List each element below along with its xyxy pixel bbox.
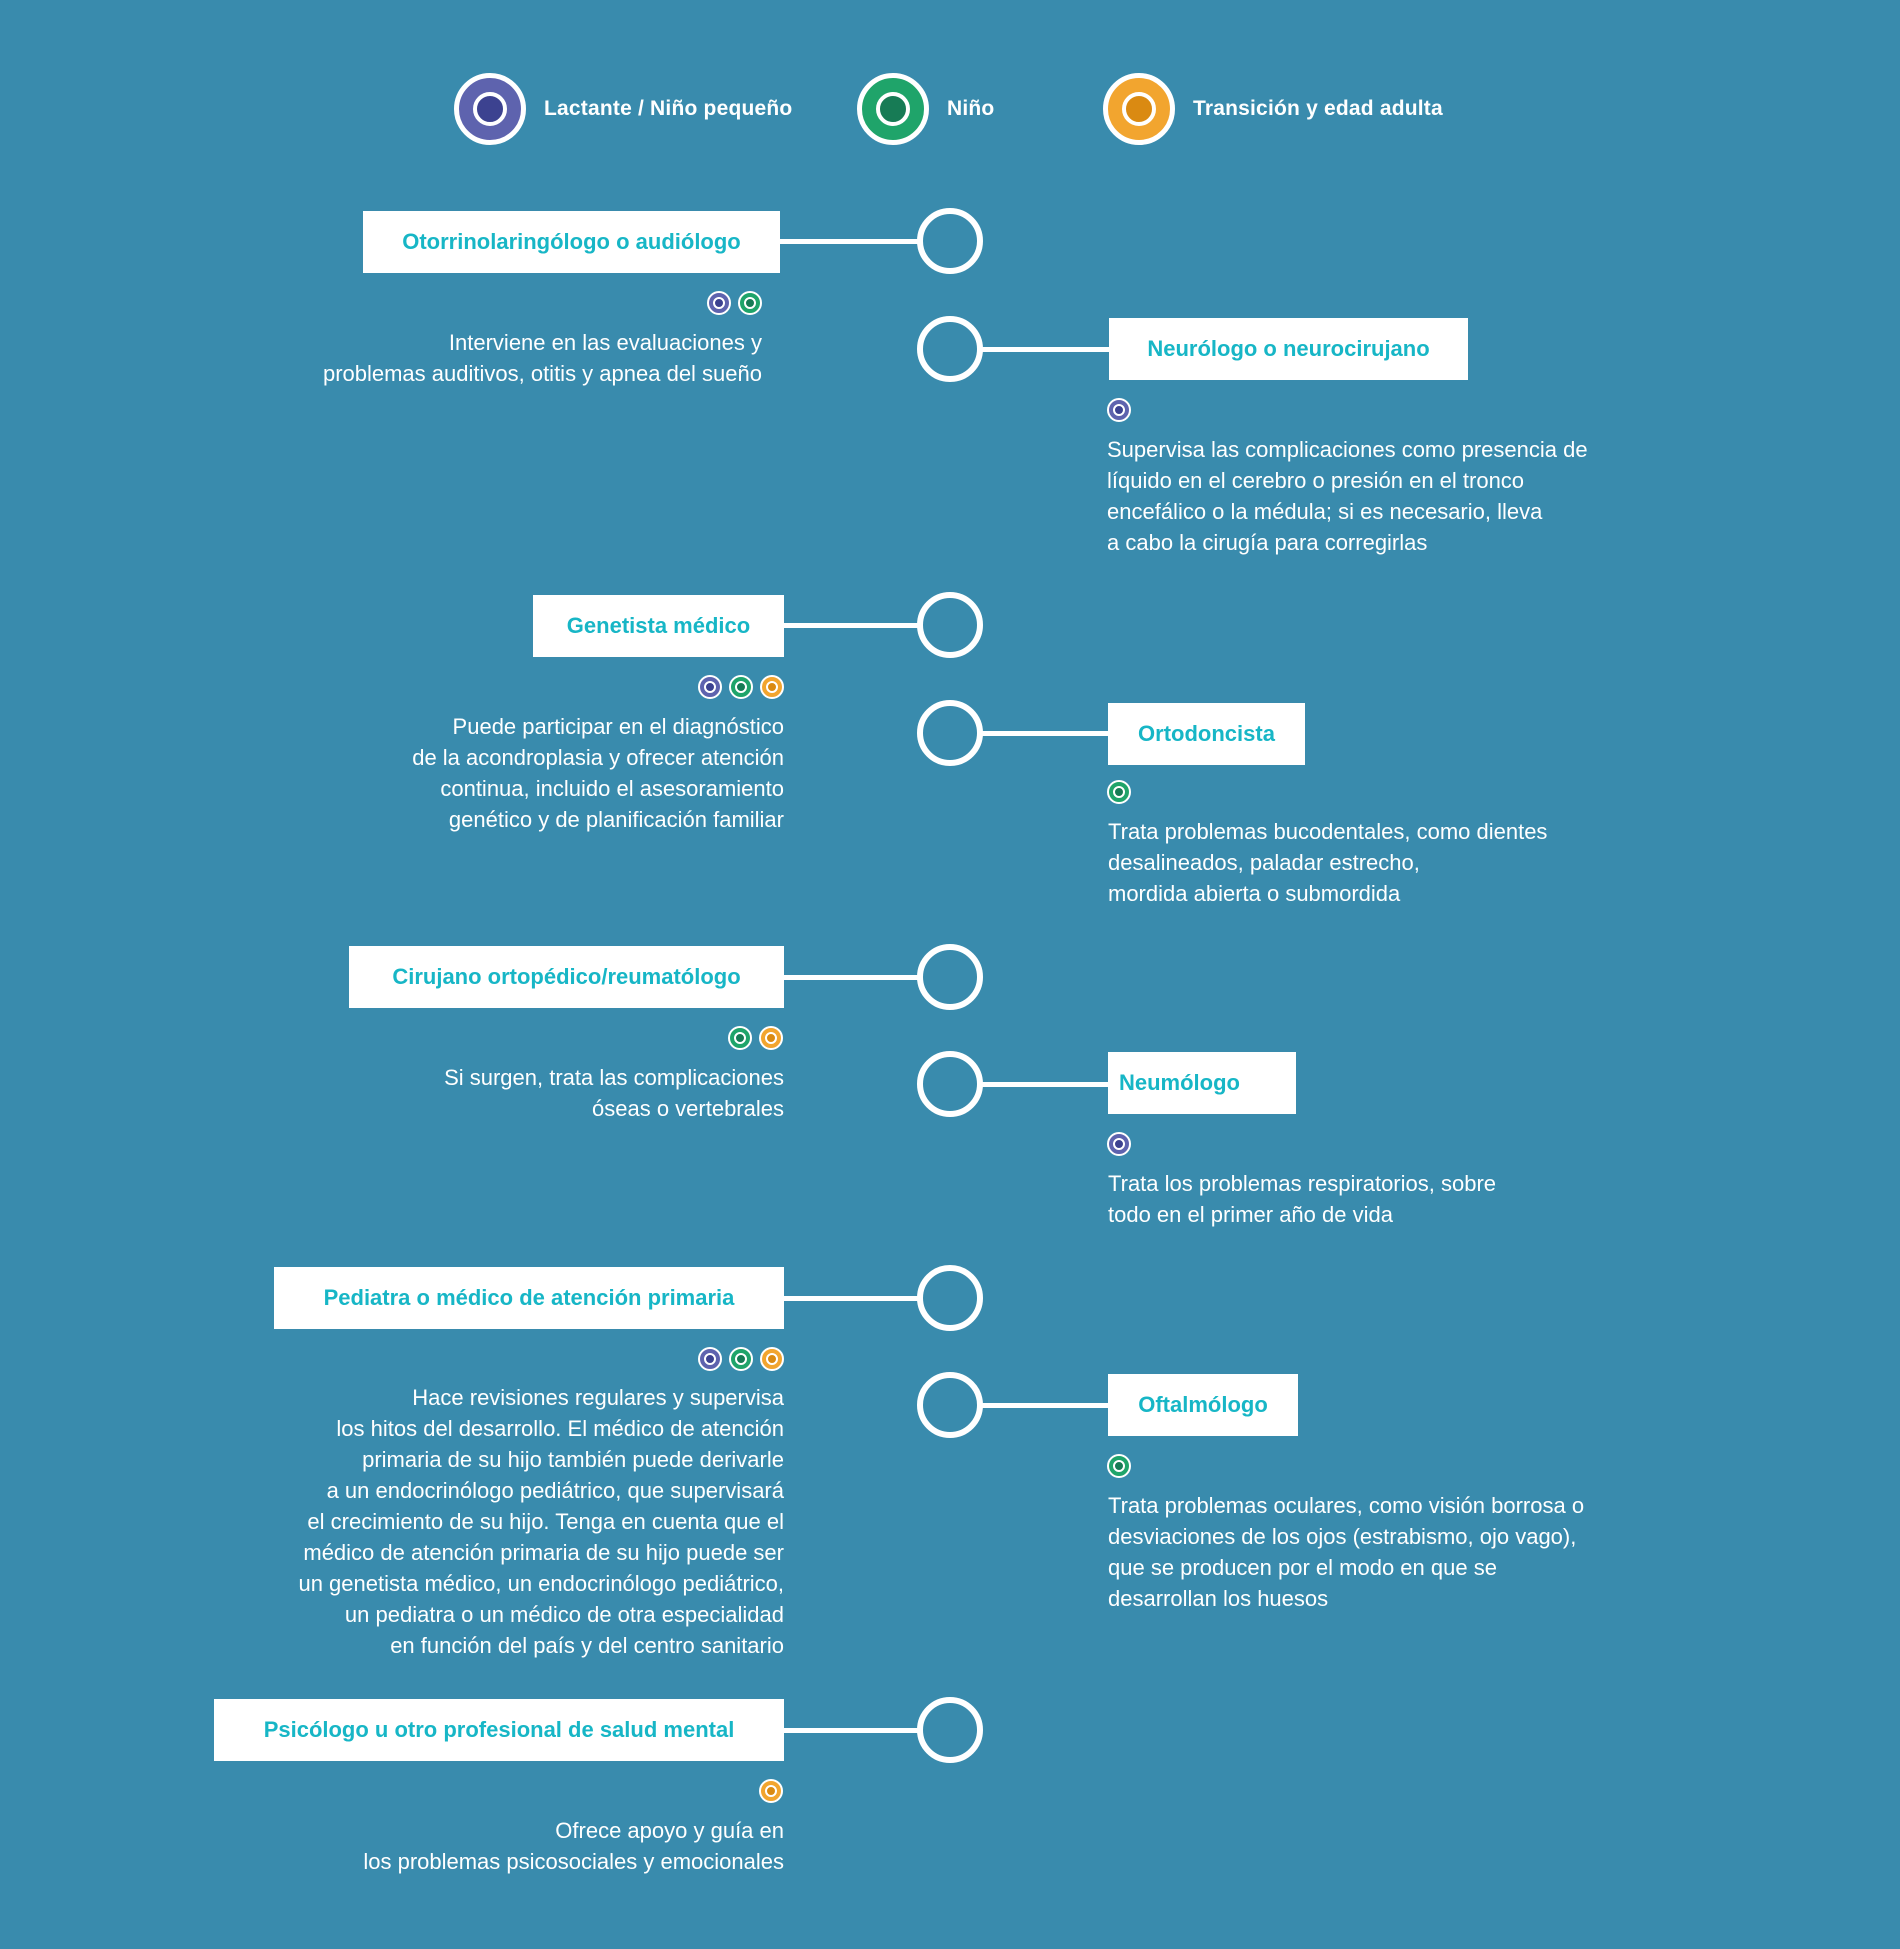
specialist-title-8: Oftalmólogo [1138,1392,1268,1417]
specialist-title-box-7 [274,1267,784,1329]
specialist-description-2: Supervisa las complicaciones como presencia de líquido en el cerebro o presión en el tronco encefálico o la médula; si es necesario, lleva a cabo la cirugía para corregirlas [1107,437,1588,555]
specialist-title-4: Ortodoncista [1138,721,1275,746]
connector-8 [980,1403,1110,1408]
specialist-title-5: Cirujano ortopédico/reumatólogo [392,964,741,989]
connector-4 [980,731,1110,736]
legend-item-child [857,73,994,145]
child-badge-icon [729,1347,753,1371]
node-ring-6 [917,1051,983,1117]
specialist-title-7: Pediatra o médico de atención primaria [323,1285,735,1310]
specialist-description-6: Trata los problemas respiratorios, sobre todo en el primer año de vida [1108,1171,1497,1227]
specialist-title-3: Genetista médico [566,613,751,638]
specialist-title-1: Otorrinolaringólogo o audiólogo [402,229,741,254]
node-ring-3 [917,592,983,658]
specialist-description-9: Ofrece apoyo y guía en los problemas psicosociales y emocionales [363,1818,784,1874]
node-ring-8 [917,1372,983,1438]
node-ring-9 [917,1697,983,1763]
legend-item-infant [454,73,792,145]
age-badges-7 [698,1347,784,1371]
age-badges-5 [728,1026,783,1050]
specialist-title-6: Neumólogo [1119,1070,1240,1095]
infant-badge-icon [1107,1132,1131,1156]
child-badge-icon [1107,1454,1131,1478]
legend-label-child: Niño [947,97,995,120]
specialist-title-9: Psicólogo u otro profesional de salud mental [263,1717,735,1742]
connector-6 [980,1082,1110,1087]
connector-7 [782,1296,920,1301]
specialist-title-box-3 [533,595,784,657]
specialist-title-box-9 [214,1699,784,1761]
age-badges-8 [1107,1454,1131,1478]
child-badge-icon [729,675,753,699]
infant-badge-icon [698,1347,722,1371]
specialist-title-box-4 [1108,703,1305,765]
legend-label-infant: Lactante / Niño pequeño [544,97,793,120]
legend-child-icon [857,73,929,145]
specialist-title-box-5 [349,946,784,1008]
child-badge-icon [738,291,762,315]
connector-5 [782,975,920,980]
node-ring-1 [917,208,983,274]
connector-2 [980,347,1110,352]
legend-adult-icon [1103,73,1175,145]
adult-badge-icon [759,1779,783,1803]
legend-item-adult [1103,73,1443,145]
legend-infant-icon [454,73,526,145]
age-badges-1 [707,291,762,315]
node-ring-5 [917,944,983,1010]
infant-badge-icon [1107,398,1131,422]
age-badges-9 [759,1779,783,1803]
specialist-description-4: Trata problemas bucodentales, como dientes desalineados, paladar estrecho, mordida abierta o submordida [1108,819,1548,906]
specialist-description-7: Hace revisiones regulares y supervisa los hitos del desarrollo. El médico de atención primaria de su hijo también puede derivarle a un endocrinólogo pediátrico, que supervisará el crecimiento de su hijo. Tenga en cuenta que el médico de atención primaria de su hijo puede ser un genetista médico, un endocrinólogo pediátrico, un pediatra o un médico de otra especialidad en función del país y del centro sanitario [298,1385,784,1658]
age-badges-4 [1107,780,1131,804]
specialist-description-8: Trata problemas oculares, como visión borrosa o desviaciones de los ojos (estrabismo, ojo vago), que se producen por el modo en que se desarrollan los huesos [1108,1493,1585,1611]
specialist-title-2: Neurólogo o neurocirujano [1147,336,1430,361]
legend-label-adult: Transición y edad adulta [1193,97,1443,120]
specialist-title-box-1 [363,211,780,273]
adult-badge-icon [759,1026,783,1050]
child-badge-icon [1107,780,1131,804]
connector-9 [782,1728,920,1733]
specialist-title-box-6 [1108,1052,1296,1114]
specialist-description-1: Interviene en las evaluaciones y problemas auditivos, otitis y apnea del sueño [322,330,762,386]
specialist-description-3: Puede participar en el diagnóstico de la acondroplasia y ofrecer atención continua, incluido el asesoramiento genético y de planificación familiar [412,714,784,832]
specialist-description-5: Si surgen, trata las complicaciones óseas o vertebrales [444,1065,784,1121]
specialist-title-box-2 [1109,318,1468,380]
age-badges-2 [1107,398,1131,422]
adult-badge-icon [760,1347,784,1371]
specialist-title-box-8 [1108,1374,1298,1436]
node-ring-2 [917,316,983,382]
node-ring-4 [917,700,983,766]
age-badges-3 [698,675,784,699]
adult-badge-icon [760,675,784,699]
infant-badge-icon [707,291,731,315]
child-badge-icon [728,1026,752,1050]
infant-badge-icon [698,675,722,699]
connector-1 [778,239,920,244]
node-ring-7 [917,1265,983,1331]
age-badges-6 [1107,1132,1131,1156]
connector-3 [782,623,920,628]
